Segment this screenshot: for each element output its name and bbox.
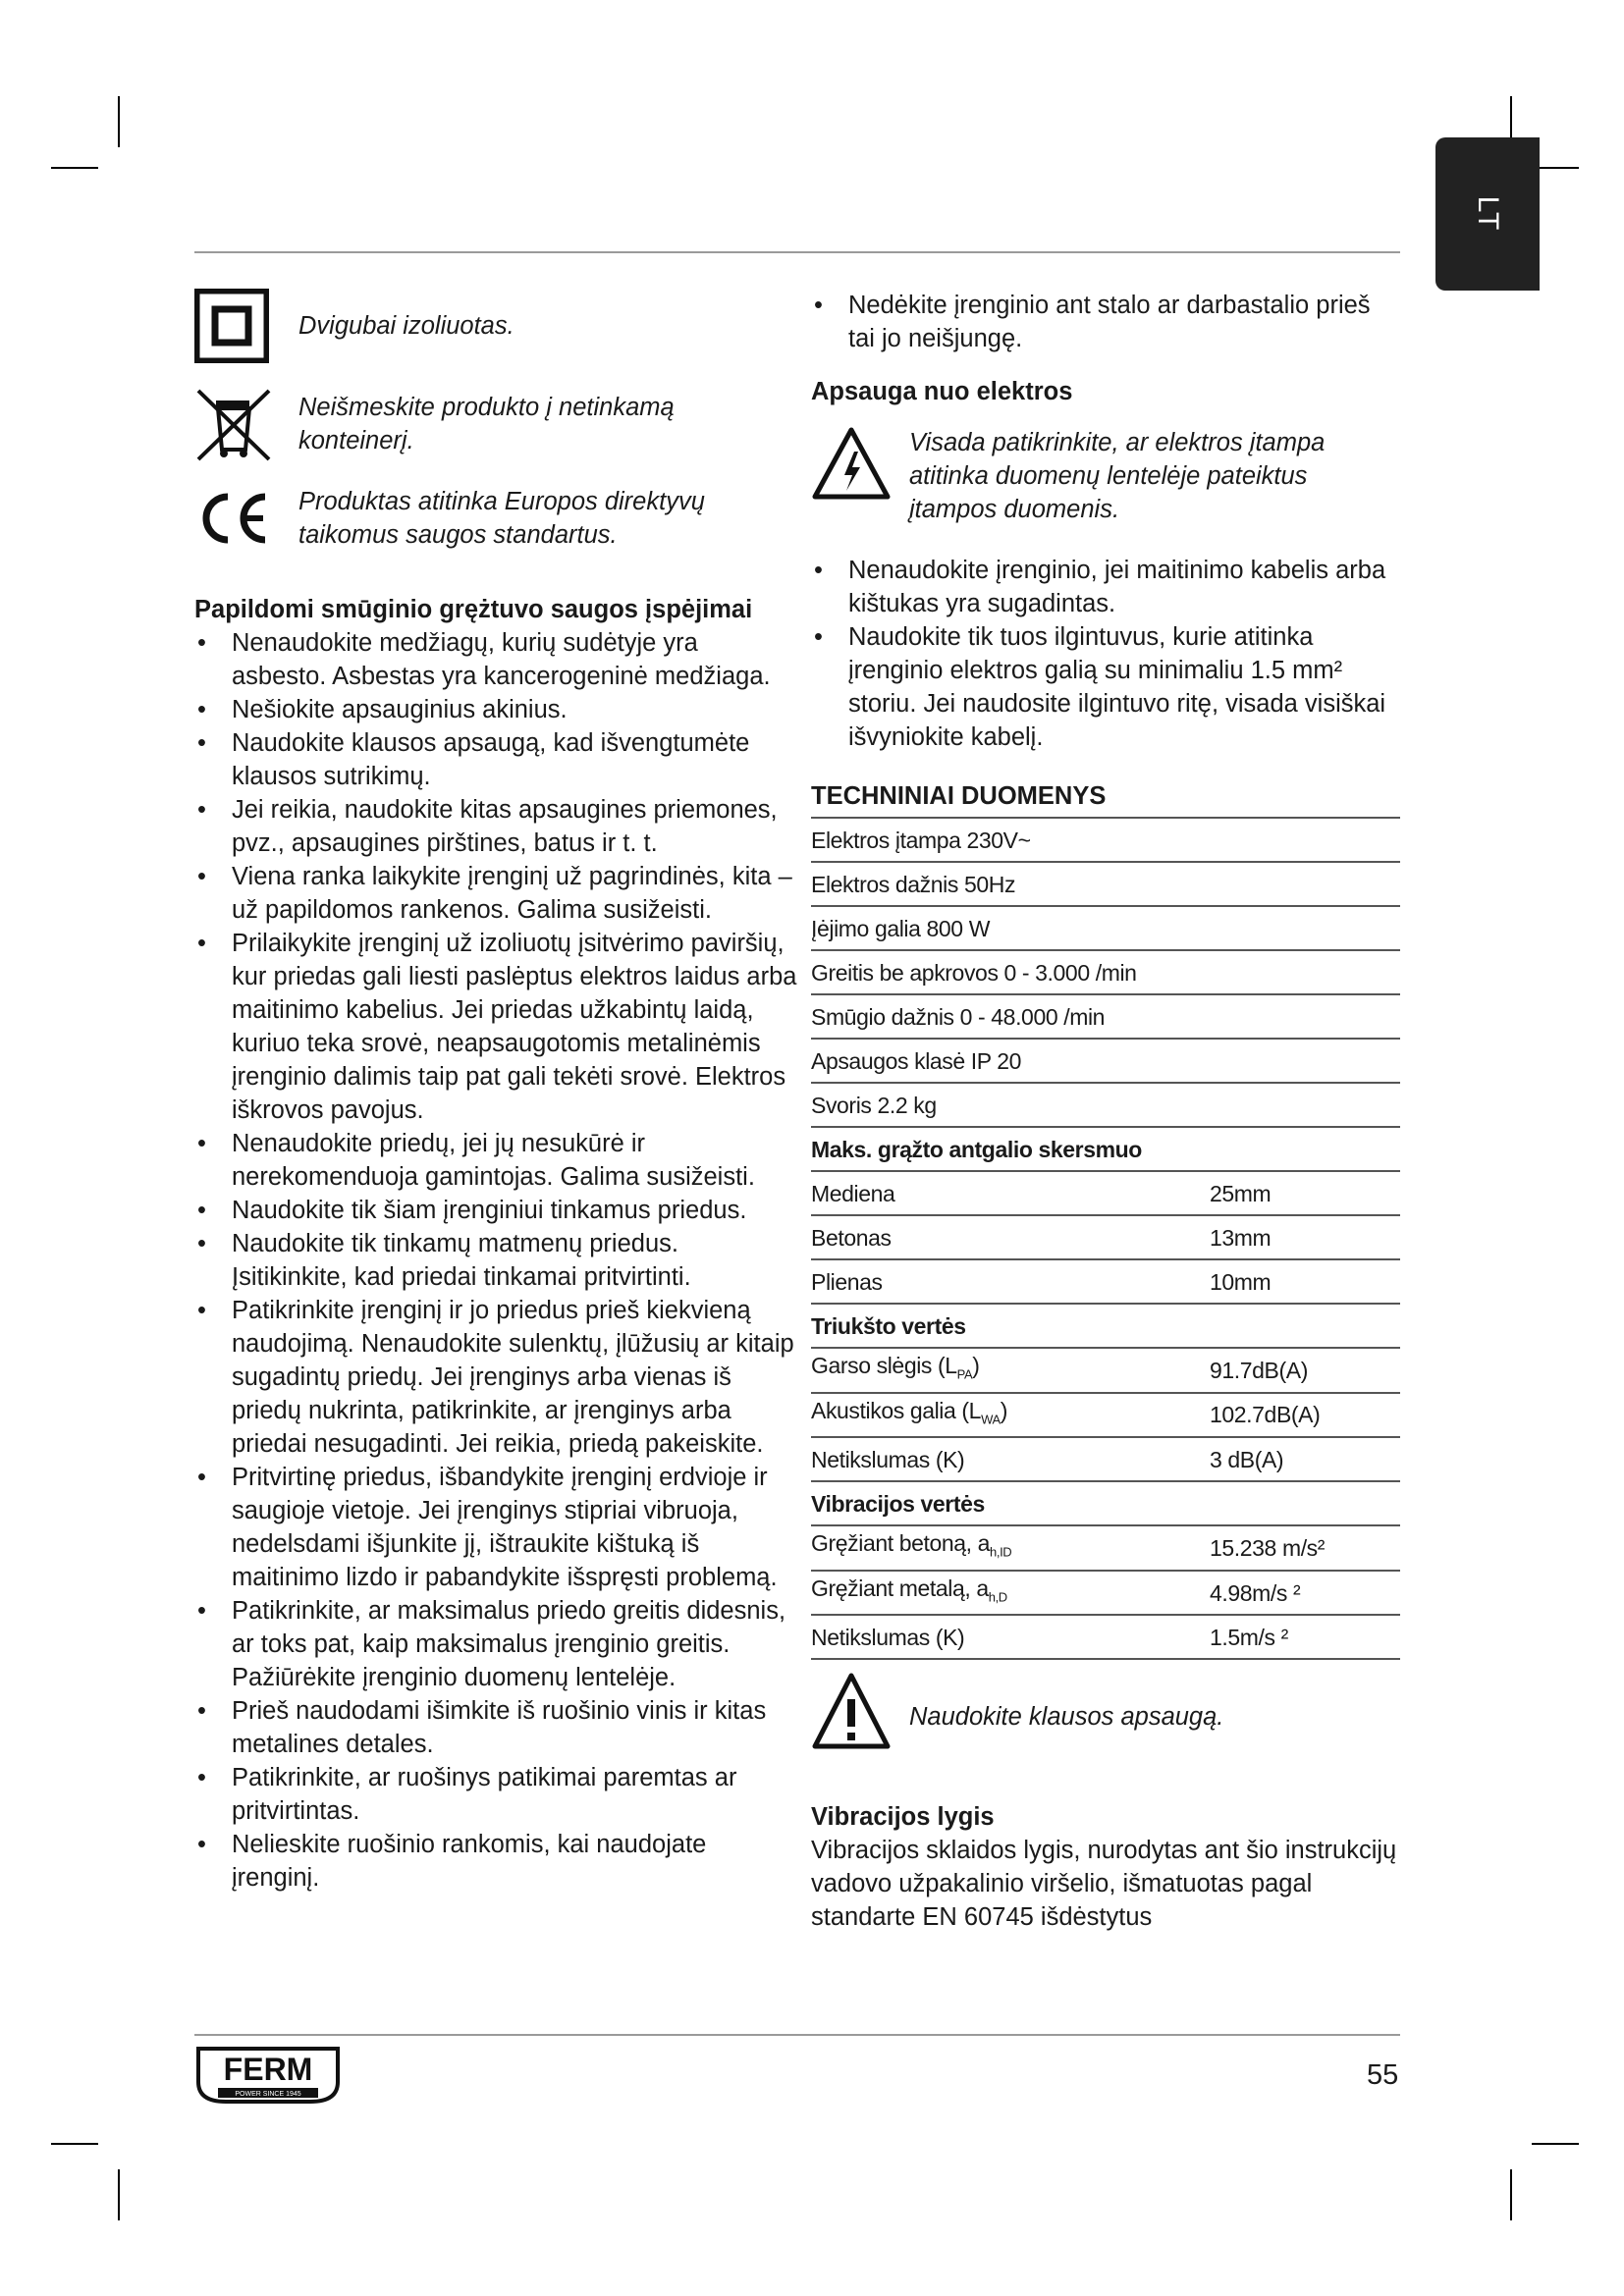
list-item: • Pritvirtinę priedus, išbandykite įrenginį erdvioje ir saugioje vietoje. Jei įrenginys stipriai vibruoja, nedelsdami išjunkite jį, ištraukite kištuką iš maitinimo lizdo ir pabandykite išspręsti problemą. bbox=[194, 1461, 798, 1594]
table-cell: 91.7dB(A) bbox=[1210, 1348, 1400, 1393]
cell-label-tail: ) bbox=[1000, 1397, 1007, 1423]
list-item: • Nenaudokite įrenginio, jei maitinimo kabelis arba kištukas yra sugadintas. bbox=[811, 554, 1400, 620]
table-row bbox=[811, 818, 1400, 862]
table-cell: 3 dB(A) bbox=[1210, 1437, 1400, 1481]
safety-heading: Papildomi smūginio grężtuvo saugos įspėjimai bbox=[194, 596, 753, 623]
table-cell: Plienas bbox=[811, 1259, 1210, 1304]
crop-mark bbox=[51, 167, 98, 169]
table-row bbox=[811, 1437, 1400, 1481]
symbol-text: Dvigubai izoliuotas. bbox=[298, 312, 514, 340]
table-row bbox=[811, 1348, 1400, 1393]
list-item: • Nešiokite apsauginius akinius. bbox=[194, 693, 798, 726]
cell-label: Garso slėgis (L bbox=[811, 1353, 957, 1378]
table-cell: Vibracijos vertės bbox=[811, 1481, 1400, 1525]
table-cell: 15.238 m/s² bbox=[1210, 1525, 1400, 1571]
language-tab-label: LT bbox=[1472, 195, 1504, 233]
crop-mark bbox=[1532, 2143, 1579, 2145]
list-item: • Patikrinkite, ar maksimalus priedo greitis didesnis, ar toks pat, kaip maksimalus įrenginio greitis. Pažiūrėkite įrenginio duomenų lentelėje. bbox=[194, 1594, 798, 1694]
table-cell: Greitis be apkrovos 0 - 3.000 /min bbox=[811, 950, 1400, 994]
crop-mark bbox=[118, 2169, 120, 2220]
table-row bbox=[811, 1259, 1400, 1304]
table-row bbox=[811, 994, 1400, 1039]
right-column bbox=[811, 285, 1400, 1934]
list-item: • Naudokite tik tinkamų matmenų priedus. Įsitikinkite, kad priedai tinkamai pritvirtinti. bbox=[194, 1227, 798, 1294]
list-item: • Nenaudokite priedų, jei jų nesukūrė ir nerekomenduoja gamintojas. Galima susižeisti. bbox=[194, 1127, 798, 1194]
table-row bbox=[811, 1039, 1400, 1083]
table-cell bbox=[811, 1348, 1210, 1393]
table-cell: Triukšto vertės bbox=[811, 1304, 1400, 1348]
table-cell bbox=[811, 1571, 1210, 1616]
table-cell: Svoris 2.2 kg bbox=[811, 1083, 1400, 1127]
table-cell: 13mm bbox=[1210, 1215, 1400, 1259]
list-item: • Naudokite klausos apsaugą, kad išvengtumėte klausos sutrikimų. bbox=[194, 726, 798, 793]
left-column bbox=[194, 285, 798, 1895]
header-rule bbox=[194, 251, 1400, 253]
list-item: • Patikrinkite, ar ruošinys patikimai paremtas ar pritvirtintas. bbox=[194, 1761, 798, 1828]
table-row bbox=[811, 1571, 1400, 1616]
table-cell: 102.7dB(A) bbox=[1210, 1393, 1400, 1438]
table-section-header bbox=[811, 1481, 1400, 1525]
table-row bbox=[811, 1171, 1400, 1215]
cell-subscript: h,D bbox=[988, 1589, 1007, 1605]
table-cell: Maks. grąžto antgalio skersmuo bbox=[811, 1127, 1400, 1171]
crop-mark bbox=[51, 2143, 98, 2145]
table-cell bbox=[811, 1525, 1210, 1571]
list-item: • Nenaudokite medžiagų, kurių sudėtyje yra asbesto. Asbestas yra kancerogeninė medžiaga. bbox=[194, 626, 798, 693]
electric-warning bbox=[811, 426, 1400, 526]
crop-mark bbox=[1510, 2169, 1512, 2220]
ce-mark-icon bbox=[194, 477, 277, 560]
electric-heading: Apsauga nuo elektros bbox=[811, 378, 1073, 405]
cell-label: Gręžiant metalą, a bbox=[811, 1575, 989, 1601]
table-cell: Netikslumas (K) bbox=[811, 1615, 1210, 1659]
electric-hazard-icon bbox=[811, 426, 909, 509]
table-cell: Smūgio dažnis 0 - 48.000 /min bbox=[811, 994, 1400, 1039]
logo-brand: FERM bbox=[223, 2052, 313, 2087]
table-row bbox=[811, 1525, 1400, 1571]
footer-rule bbox=[194, 2034, 1400, 2036]
table-cell: 10mm bbox=[1210, 1259, 1400, 1304]
table-row bbox=[811, 906, 1400, 950]
list-item: • Prilaikykite įrenginį už izoliuotų įsitvėrimo paviršių, kur priedas gali liesti paslėptus elektros laidus arba maitinimo kabelius. Jei priedas užkabintų laidą, kuriuo teka srovė, neapsaugotomis metalinėmis įrenginio dalimis taip pat gali tekėti srovė. Elektros iškrovos pavojus. bbox=[194, 927, 798, 1127]
table-cell: Įėjimo galia 800 W bbox=[811, 906, 1400, 950]
cell-subscript: PA bbox=[956, 1366, 973, 1382]
top-list bbox=[811, 289, 1400, 355]
list-item: • Nelieskite ruošinio rankomis, kai naudojate įrenginį. bbox=[194, 1828, 798, 1895]
list-item: • Jei reikia, naudokite kitas apsaugines priemones, pvz., apsaugines pirštines, batus ir t. t. bbox=[194, 793, 798, 860]
cell-subscript: h,ID bbox=[990, 1544, 1012, 1560]
list-item: • Prieš naudodami išimkite iš ruošinio vinis ir kitas metalines detales. bbox=[194, 1694, 798, 1761]
table-cell: Elektros dažnis 50Hz bbox=[811, 862, 1400, 906]
symbol-row bbox=[194, 477, 798, 560]
table-cell: 1.5m/s ² bbox=[1210, 1615, 1400, 1659]
table-cell: Elektros įtampa 230V~ bbox=[811, 818, 1400, 862]
table-row bbox=[811, 862, 1400, 906]
table-cell bbox=[811, 1393, 1210, 1438]
list-item: • Naudokite tik tuos ilgintuvus, kurie atitinka įrenginio elektros galią su minimaliu 1.5 mm² storiu. Jei naudosite ilgintuvo ritę, visada visiškai išvyniokite kabelį. bbox=[811, 620, 1400, 754]
list-item: • Naudokite tik šiam įrenginiui tinkamus priedus. bbox=[194, 1194, 798, 1227]
symbol-row bbox=[194, 383, 798, 465]
list-item: • Viena ranka laikykite įrenginį už pagrindinės, kita – už papildomos rankenos. Galima susižeisti. bbox=[194, 860, 798, 927]
safety-list bbox=[194, 626, 798, 1895]
table-row bbox=[811, 950, 1400, 994]
table-row bbox=[811, 1615, 1400, 1659]
table-row bbox=[811, 1393, 1400, 1438]
cell-subscript: WA bbox=[981, 1412, 1001, 1427]
table-cell: Netikslumas (K) bbox=[811, 1437, 1210, 1481]
logo-tagline: POWER SINCE 1945 bbox=[235, 2091, 301, 2098]
cell-label: Akustikos galia (L bbox=[811, 1397, 982, 1423]
vibration-level-heading: Vibracijos lygis bbox=[811, 1803, 995, 1832]
hearing-warning-text: Naudokite klausos apsaugą. bbox=[909, 1702, 1224, 1731]
symbol-text: Neišmeskite produkto į netinkamą konteinerį. bbox=[298, 394, 675, 454]
page-number: 55 bbox=[1367, 2059, 1399, 2091]
double-insulation-icon bbox=[194, 285, 277, 367]
vibration-level-text: Vibracijos sklaidos lygis, nurodytas ant šio instrukcijų vadovo užpakalinio viršelio, išmatuotas pagal standarte EN 60745 išdėstytus bbox=[811, 1837, 1397, 1932]
ferm-logo bbox=[194, 2045, 342, 2112]
list-item: • Patikrinkite įrenginį ir jo priedus prieš kiekvieną naudojimą. Nenaudokite sulenktų, įlūžusių ar kitaip sugadintų priedų. Jei įrenginys arba vienas iš priedų nukrinta, patikrinkite, ar įrenginys arba priedai nesugadinti. Jei reikia, priedą pakeiskite. bbox=[194, 1294, 798, 1461]
table-cell: Betonas bbox=[811, 1215, 1210, 1259]
tech-heading: TECHNINIAI DUOMENYS bbox=[811, 782, 1107, 810]
table-row bbox=[811, 1215, 1400, 1259]
cell-label: Gręžiant betoną, a bbox=[811, 1530, 991, 1557]
table-row bbox=[811, 1083, 1400, 1127]
table-cell: Apsaugos klasė IP 20 bbox=[811, 1039, 1400, 1083]
cell-label-tail: ) bbox=[972, 1353, 980, 1378]
tech-table bbox=[811, 817, 1400, 1660]
list-item: • Nedėkite įrenginio ant stalo ar darbastalio prieš tai jo neišjungę. bbox=[811, 289, 1400, 355]
language-tab bbox=[1435, 137, 1540, 291]
hearing-warning bbox=[811, 1672, 1400, 1761]
table-cell: 4.98m/s ² bbox=[1210, 1571, 1400, 1616]
weee-bin-icon bbox=[194, 383, 277, 465]
table-cell: 25mm bbox=[1210, 1171, 1400, 1215]
electric-warning-text: Visada patikrinkite, ar elektros įtampa atitinka duomenų lentelėje pateiktus įtampos duomenis. bbox=[909, 429, 1326, 523]
table-cell: Mediena bbox=[811, 1171, 1210, 1215]
symbol-text: Produktas atitinka Europos direktyvų taikomus saugos standartus. bbox=[298, 488, 705, 549]
electric-list bbox=[811, 554, 1400, 754]
symbol-row bbox=[194, 285, 798, 367]
table-section-header bbox=[811, 1127, 1400, 1171]
warning-icon bbox=[811, 1672, 909, 1761]
table-section-header bbox=[811, 1304, 1400, 1348]
crop-mark bbox=[118, 96, 120, 147]
